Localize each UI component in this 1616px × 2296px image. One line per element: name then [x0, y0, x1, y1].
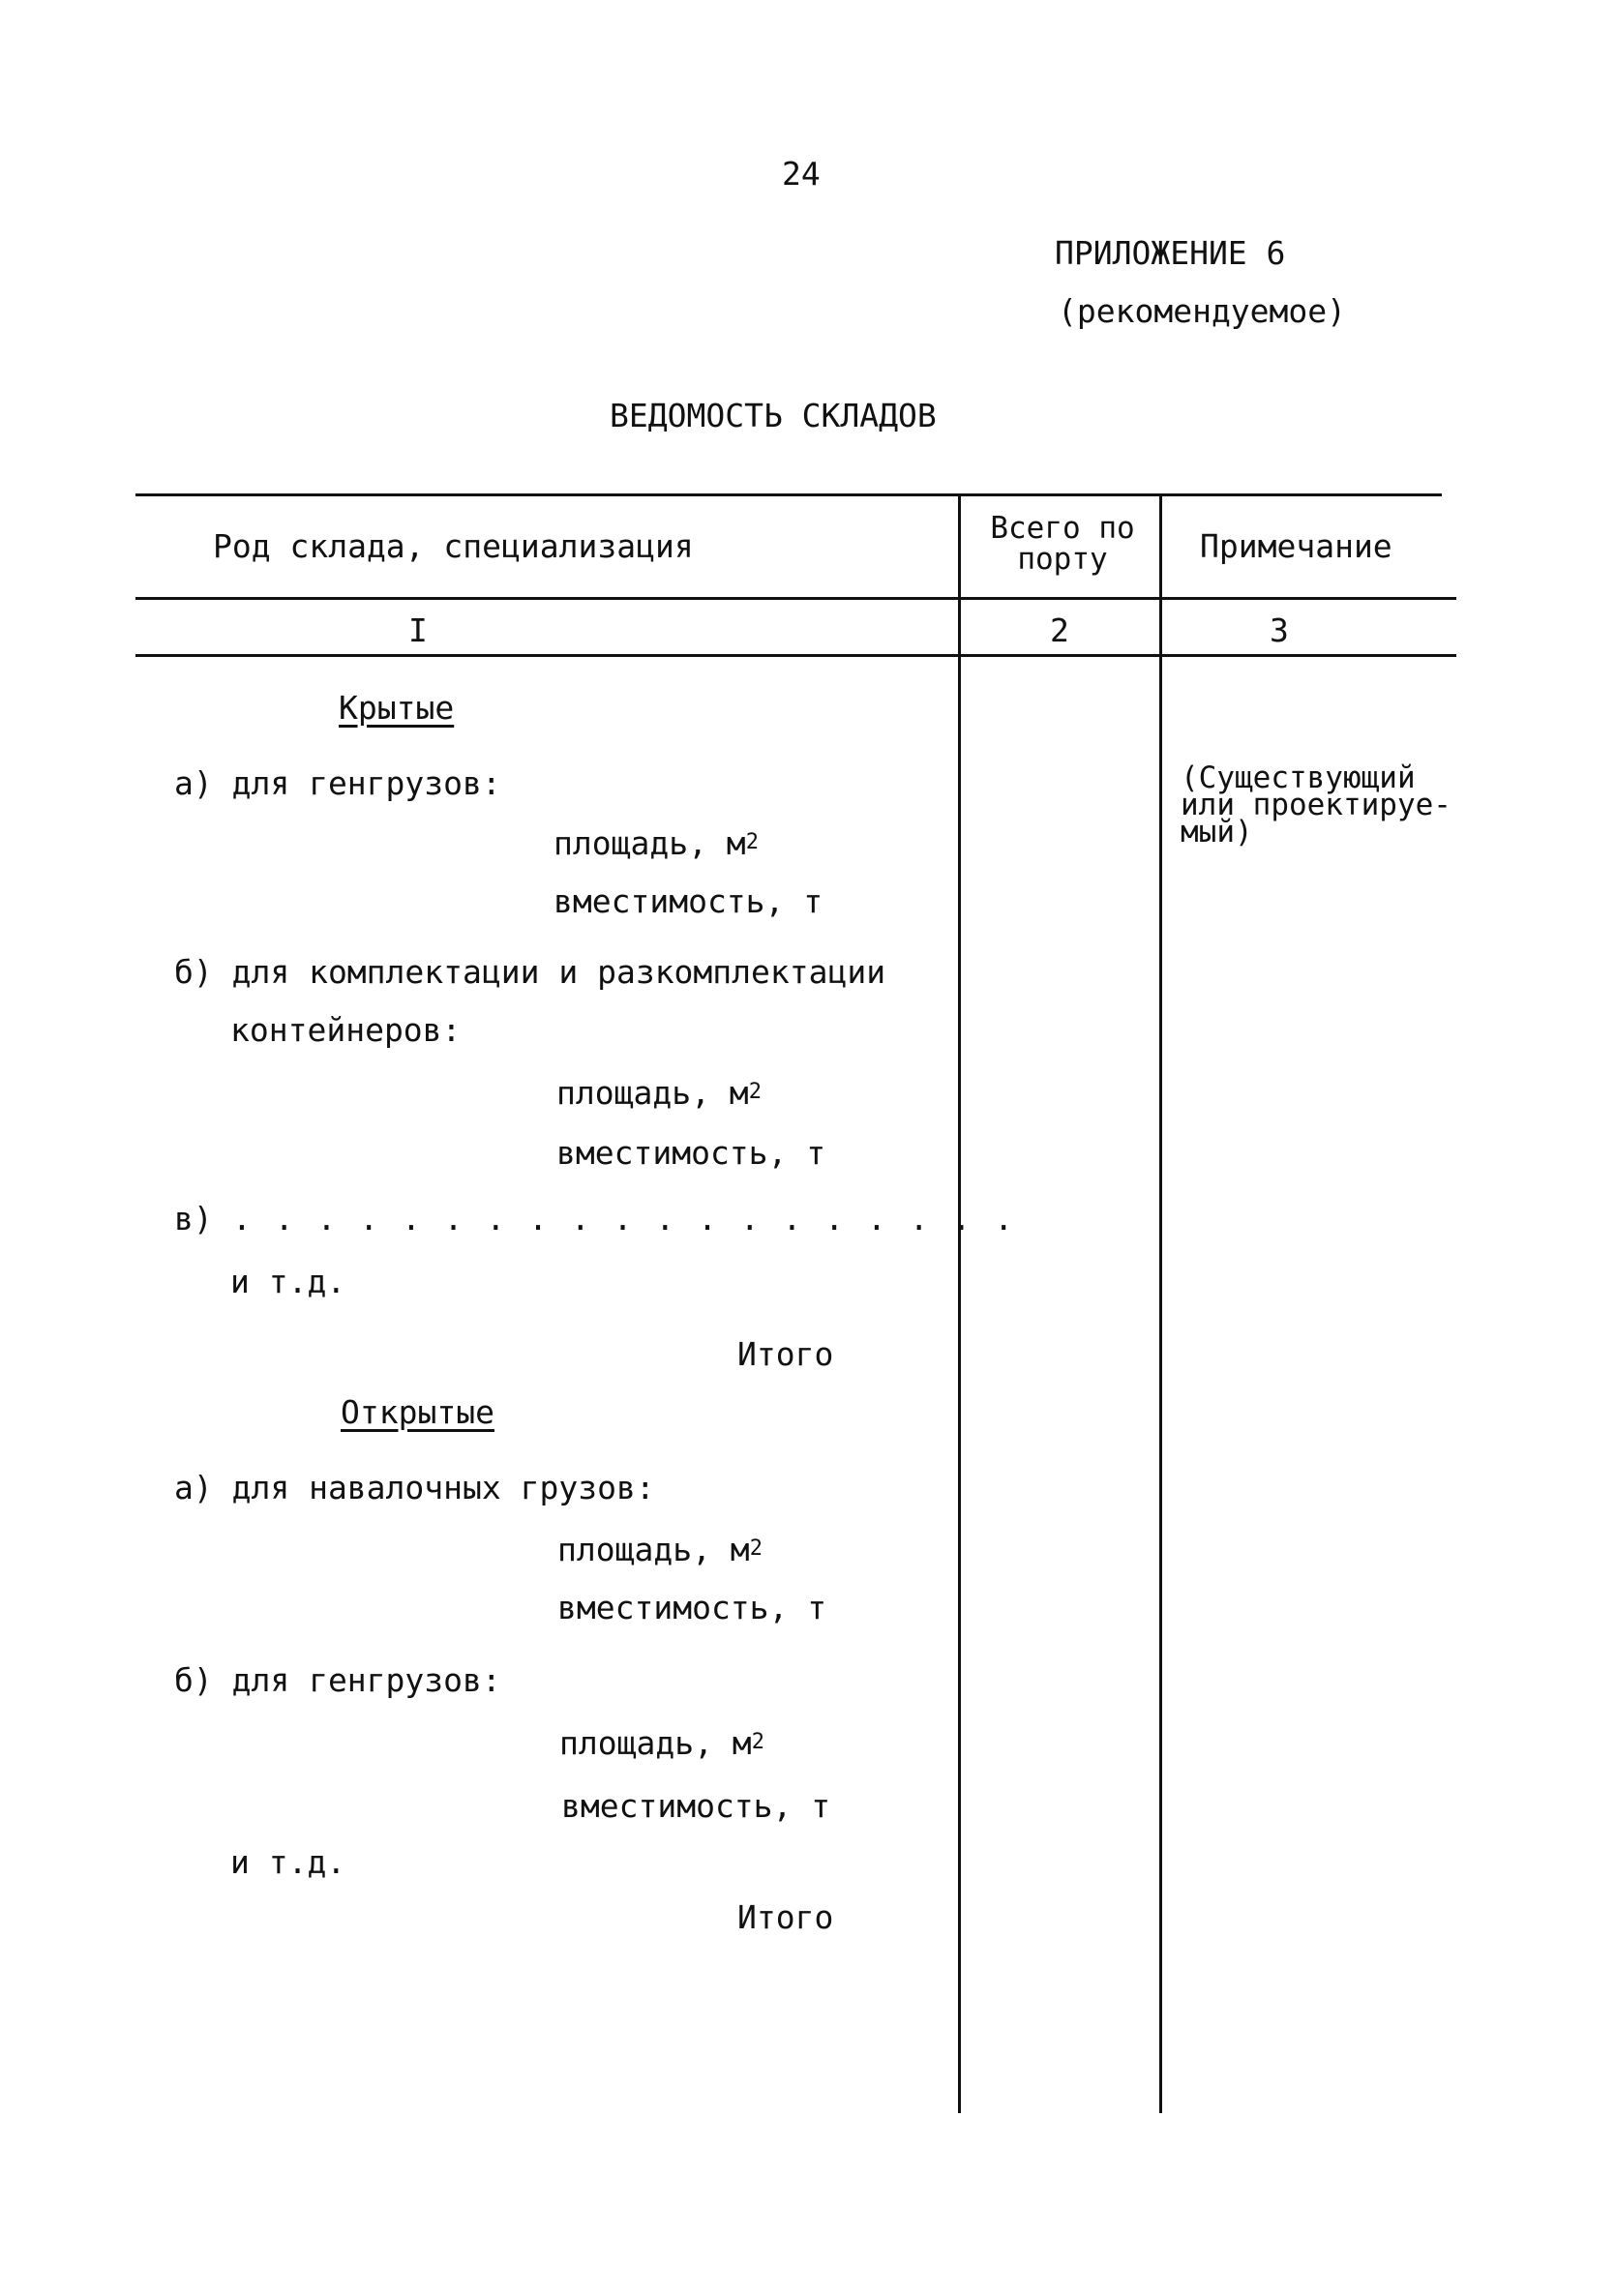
col-number-bottom-rule [135, 654, 1456, 657]
page-number: 24 [782, 155, 821, 193]
open-b-area: площадь, $м^2$ [559, 1724, 764, 1762]
header-bottom-rule [135, 597, 1456, 600]
header-port-total: Всего по порту [990, 511, 1135, 577]
open-b-capacity: вместимость, т [561, 1787, 831, 1825]
open-b-label: б) для генгрузов: [174, 1661, 501, 1699]
open-a-capacity: вместимость, т [557, 1589, 827, 1626]
covered-b-area: площадь, $м^2$ [556, 1074, 762, 1112]
covered-b-capacity: вместимость, т [556, 1134, 826, 1172]
covered-a-area: площадь, $м^2$ [554, 824, 759, 862]
covered-a-capacity: вместимость, т [554, 882, 823, 920]
appendix-label: ПРИЛОЖЕНИЕ 6 [1055, 234, 1286, 272]
covered-b-label: б) для комплектации и разкомплектации [174, 953, 886, 991]
covered-b-label-cont: контейнеров: [230, 1011, 462, 1049]
table-top-rule [135, 493, 1442, 496]
covered-v-label: в) [174, 1200, 213, 1237]
col-number-1: I [408, 611, 428, 649]
col-number-3: 3 [1270, 611, 1289, 649]
covered-etc: и т.д. [230, 1263, 346, 1300]
column-divider-2 [1159, 495, 1162, 2113]
covered-a-label: а) для генгрузов: [174, 764, 501, 802]
section-heading-covered: Крытые [339, 689, 455, 727]
header-note: Примечание [1200, 527, 1392, 565]
appendix-status: (рекомендуемое) [1058, 292, 1347, 330]
open-a-label: а) для навалочных грузов: [174, 1469, 655, 1506]
note-existing-or-projected: (Существующий или проектируе-мый) [1181, 760, 1451, 850]
open-etc: и т.д. [230, 1843, 346, 1881]
col-number-2: 2 [1050, 611, 1069, 649]
document-title: ВЕДОМОСТЬ СКЛАДОВ [610, 397, 937, 434]
open-a-area: площадь, $м^2$ [557, 1531, 763, 1568]
covered-total: Итого [737, 1335, 834, 1373]
header-type-specialization: Род склада, специализация [213, 527, 694, 565]
column-divider-1 [958, 495, 961, 2113]
open-total: Итого [737, 1898, 834, 1936]
covered-v-dots: . . . . . . . . . . . . . . . . . . . [232, 1200, 1016, 1237]
section-heading-open: Открытые [341, 1393, 494, 1431]
